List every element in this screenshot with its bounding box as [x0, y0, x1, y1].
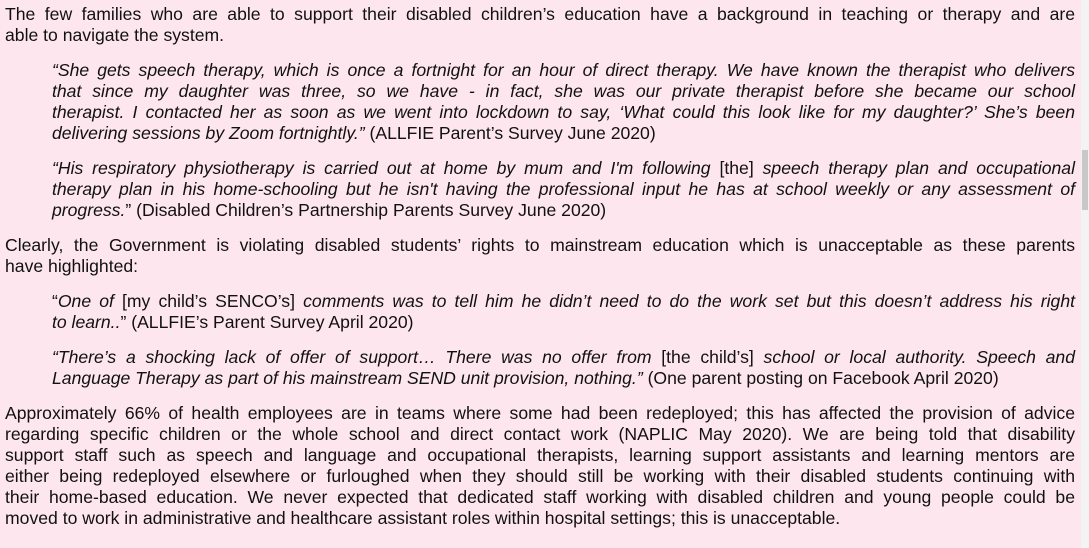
italic-text: speech therapy plan and occupational: [753, 158, 1075, 178]
italic-text: therapist. I contacted her as soon as we went into lockdown to say, ‘What could this look like for my daughter?’ She’s been: [52, 102, 1075, 122]
block-quote: [52, 347, 1075, 389]
text-segment: The few families who are able to support their disabled children’s education have a background in teaching or therapy and are: [5, 4, 1075, 24]
italic-text: Language Therapy as part of his mainstream SEND unit provision, nothing.”: [52, 368, 643, 388]
text-line: [52, 312, 1075, 333]
block-quote: [52, 291, 1075, 333]
body-paragraph: [5, 4, 1075, 46]
text-line: [5, 256, 1075, 277]
text-segment: [my child’s SENCO’s]: [122, 291, 295, 311]
text-line: [52, 368, 1075, 389]
text-segment: able to navigate the system.: [5, 25, 225, 45]
text-line: [52, 347, 1075, 368]
text-line: [5, 466, 1075, 487]
italic-text: One of: [57, 291, 123, 311]
block-quote: [52, 60, 1075, 144]
body-paragraph: [5, 235, 1075, 277]
body-paragraph: [5, 403, 1075, 529]
text-line: [52, 102, 1075, 123]
text-line: [5, 508, 1075, 529]
text-line: [52, 81, 1075, 102]
text-line: [5, 403, 1075, 424]
text-segment: [the child’s]: [661, 347, 754, 367]
text-line: [52, 123, 1075, 144]
italic-text: delivering sessions by Zoom fortnightly.”: [52, 123, 365, 143]
text-line: [52, 179, 1075, 200]
text-line: [52, 158, 1075, 179]
text-segment: support staff such as speech and language and occupational therapists, learning support assistants and learning mentors are: [5, 445, 1075, 465]
vertical-scrollbar[interactable]: [1081, 0, 1089, 548]
text-segment: have highlighted:: [5, 256, 139, 276]
italic-text: comments was to tell him he didn’t need to do the work set but this doesn’t address his right: [295, 291, 1075, 311]
text-segment: [the]: [719, 158, 754, 178]
text-segment: Approximately 66% of health employees are in teams where some had been redeployed; this has affected the provision of advice: [5, 403, 1075, 423]
italic-text: “His respiratory physiotherapy is carried out at home by mum and I'm following: [52, 158, 720, 178]
italic-text: progress.: [52, 200, 126, 220]
text-segment: Clearly, the Government is violating disabled students’ rights to mainstream education which is unacceptable as these parents: [5, 235, 1075, 255]
scrollbar-thumb[interactable]: [1082, 150, 1088, 210]
text-segment: moved to work in administrative and healthcare assistant roles within hospital settings; this is unacceptable.: [5, 508, 841, 528]
text-line: [52, 291, 1075, 312]
text-line: [5, 235, 1075, 256]
text-line: [5, 4, 1075, 25]
italic-text: that since my daughter was three, so we have - in fact, she was our private therapist before she became our school: [52, 81, 1075, 101]
italic-text: school or local authority. Speech and: [753, 347, 1075, 367]
italic-text: “She gets speech therapy, which is once a fortnight for an hour of direct therapy. We have known the therapist who delivers: [52, 60, 1075, 80]
text-segment: (ALLFIE Parent’s Survey June 2020): [364, 123, 656, 143]
text-line: [5, 25, 1075, 46]
block-quote: [52, 158, 1075, 221]
text-line: [52, 200, 1075, 221]
italic-text: therapy plan in his home-schooling but he isn't having the professional input he has at school weekly or any assessment of: [52, 179, 1075, 199]
text-line: [52, 60, 1075, 81]
text-segment: ” (Disabled Children’s Partnership Parents Survey June 2020): [125, 200, 607, 220]
italic-text: “There’s a shocking lack of offer of support… There was no offer from: [52, 347, 662, 367]
text-segment: (One parent posting on Facebook April 2020): [642, 368, 999, 388]
document-body: [5, 4, 1075, 543]
text-line: [5, 445, 1075, 466]
text-segment: either being redeployed elsewhere or furloughed when they should still be working with their disabled students continuing with: [5, 466, 1075, 486]
italic-text: to learn..: [52, 312, 121, 332]
text-segment: regarding specific children or the whole school and direct contact work (NAPLIC May 2020). We are being told that disability: [5, 424, 1075, 444]
text-segment: ” (ALLFIE’s Parent Survey April 2020): [120, 312, 414, 332]
text-segment: “: [52, 291, 58, 311]
text-segment: their home-based education. We never expected that dedicated staff working with disabled children and young people could be: [5, 487, 1075, 507]
text-line: [5, 487, 1075, 508]
text-line: [5, 424, 1075, 445]
